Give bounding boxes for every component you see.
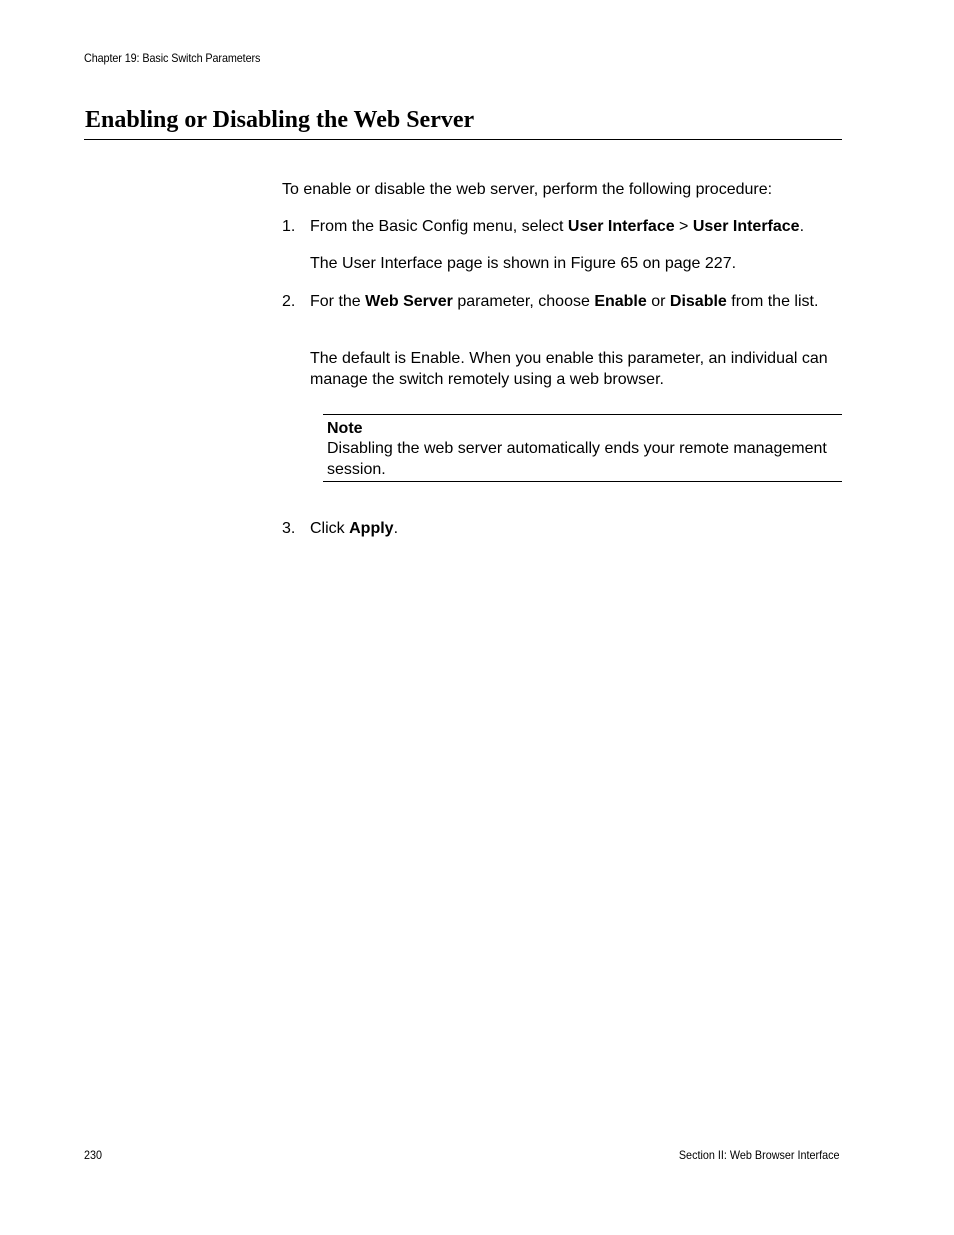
step-3-number: 3. bbox=[282, 520, 296, 537]
page-number: 230 bbox=[84, 1148, 103, 1162]
step-2-number: 2. bbox=[282, 293, 296, 310]
step-1-followup: The User Interface page is shown in Figure 65 on page 227. bbox=[310, 255, 737, 272]
title-rule bbox=[84, 139, 842, 140]
step-3-prefix: Click bbox=[310, 520, 350, 537]
step-1-menu-item: User Interface bbox=[567, 218, 675, 235]
note-text: Disabling the web server automatically ends your remote management session. bbox=[327, 440, 827, 478]
step-1-separator: > bbox=[674, 218, 693, 235]
step-3-apply-label: Apply bbox=[349, 520, 394, 537]
step-1-prefix: From the Basic Config menu, select bbox=[310, 218, 568, 235]
step-2-mid1: parameter, choose bbox=[452, 293, 595, 310]
step-2-enable-option: Enable bbox=[594, 293, 647, 310]
step-2-parameter: Web Server bbox=[365, 293, 453, 310]
step-2-text bbox=[310, 291, 842, 312]
note-label: Note bbox=[327, 420, 363, 437]
step-1-number: 1. bbox=[282, 218, 296, 235]
intro-paragraph: To enable or disable the web server, perform the following procedure: bbox=[282, 181, 773, 198]
step-2-suffix: from the list. bbox=[726, 293, 819, 310]
footer-section: Section II: Web Browser Interface bbox=[679, 1148, 840, 1162]
step-3-text bbox=[310, 518, 842, 539]
step-2-followup: The default is Enable. When you enable this parameter, an individual can manage the switch remotely using a web browser. bbox=[310, 350, 828, 388]
step-2-mid2: or bbox=[646, 293, 670, 310]
step-1-submenu-item: User Interface bbox=[692, 218, 800, 235]
step-1-suffix: . bbox=[799, 218, 805, 235]
step-2-disable-option: Disable bbox=[669, 293, 727, 310]
step-1-text bbox=[310, 216, 842, 237]
running-header: Chapter 19: Basic Switch Parameters bbox=[84, 51, 261, 65]
note-box bbox=[323, 414, 842, 482]
step-3-suffix: . bbox=[393, 520, 399, 537]
step-2-prefix: For the bbox=[310, 293, 366, 310]
section-title: Enabling or Disabling the Web Server bbox=[85, 107, 475, 133]
